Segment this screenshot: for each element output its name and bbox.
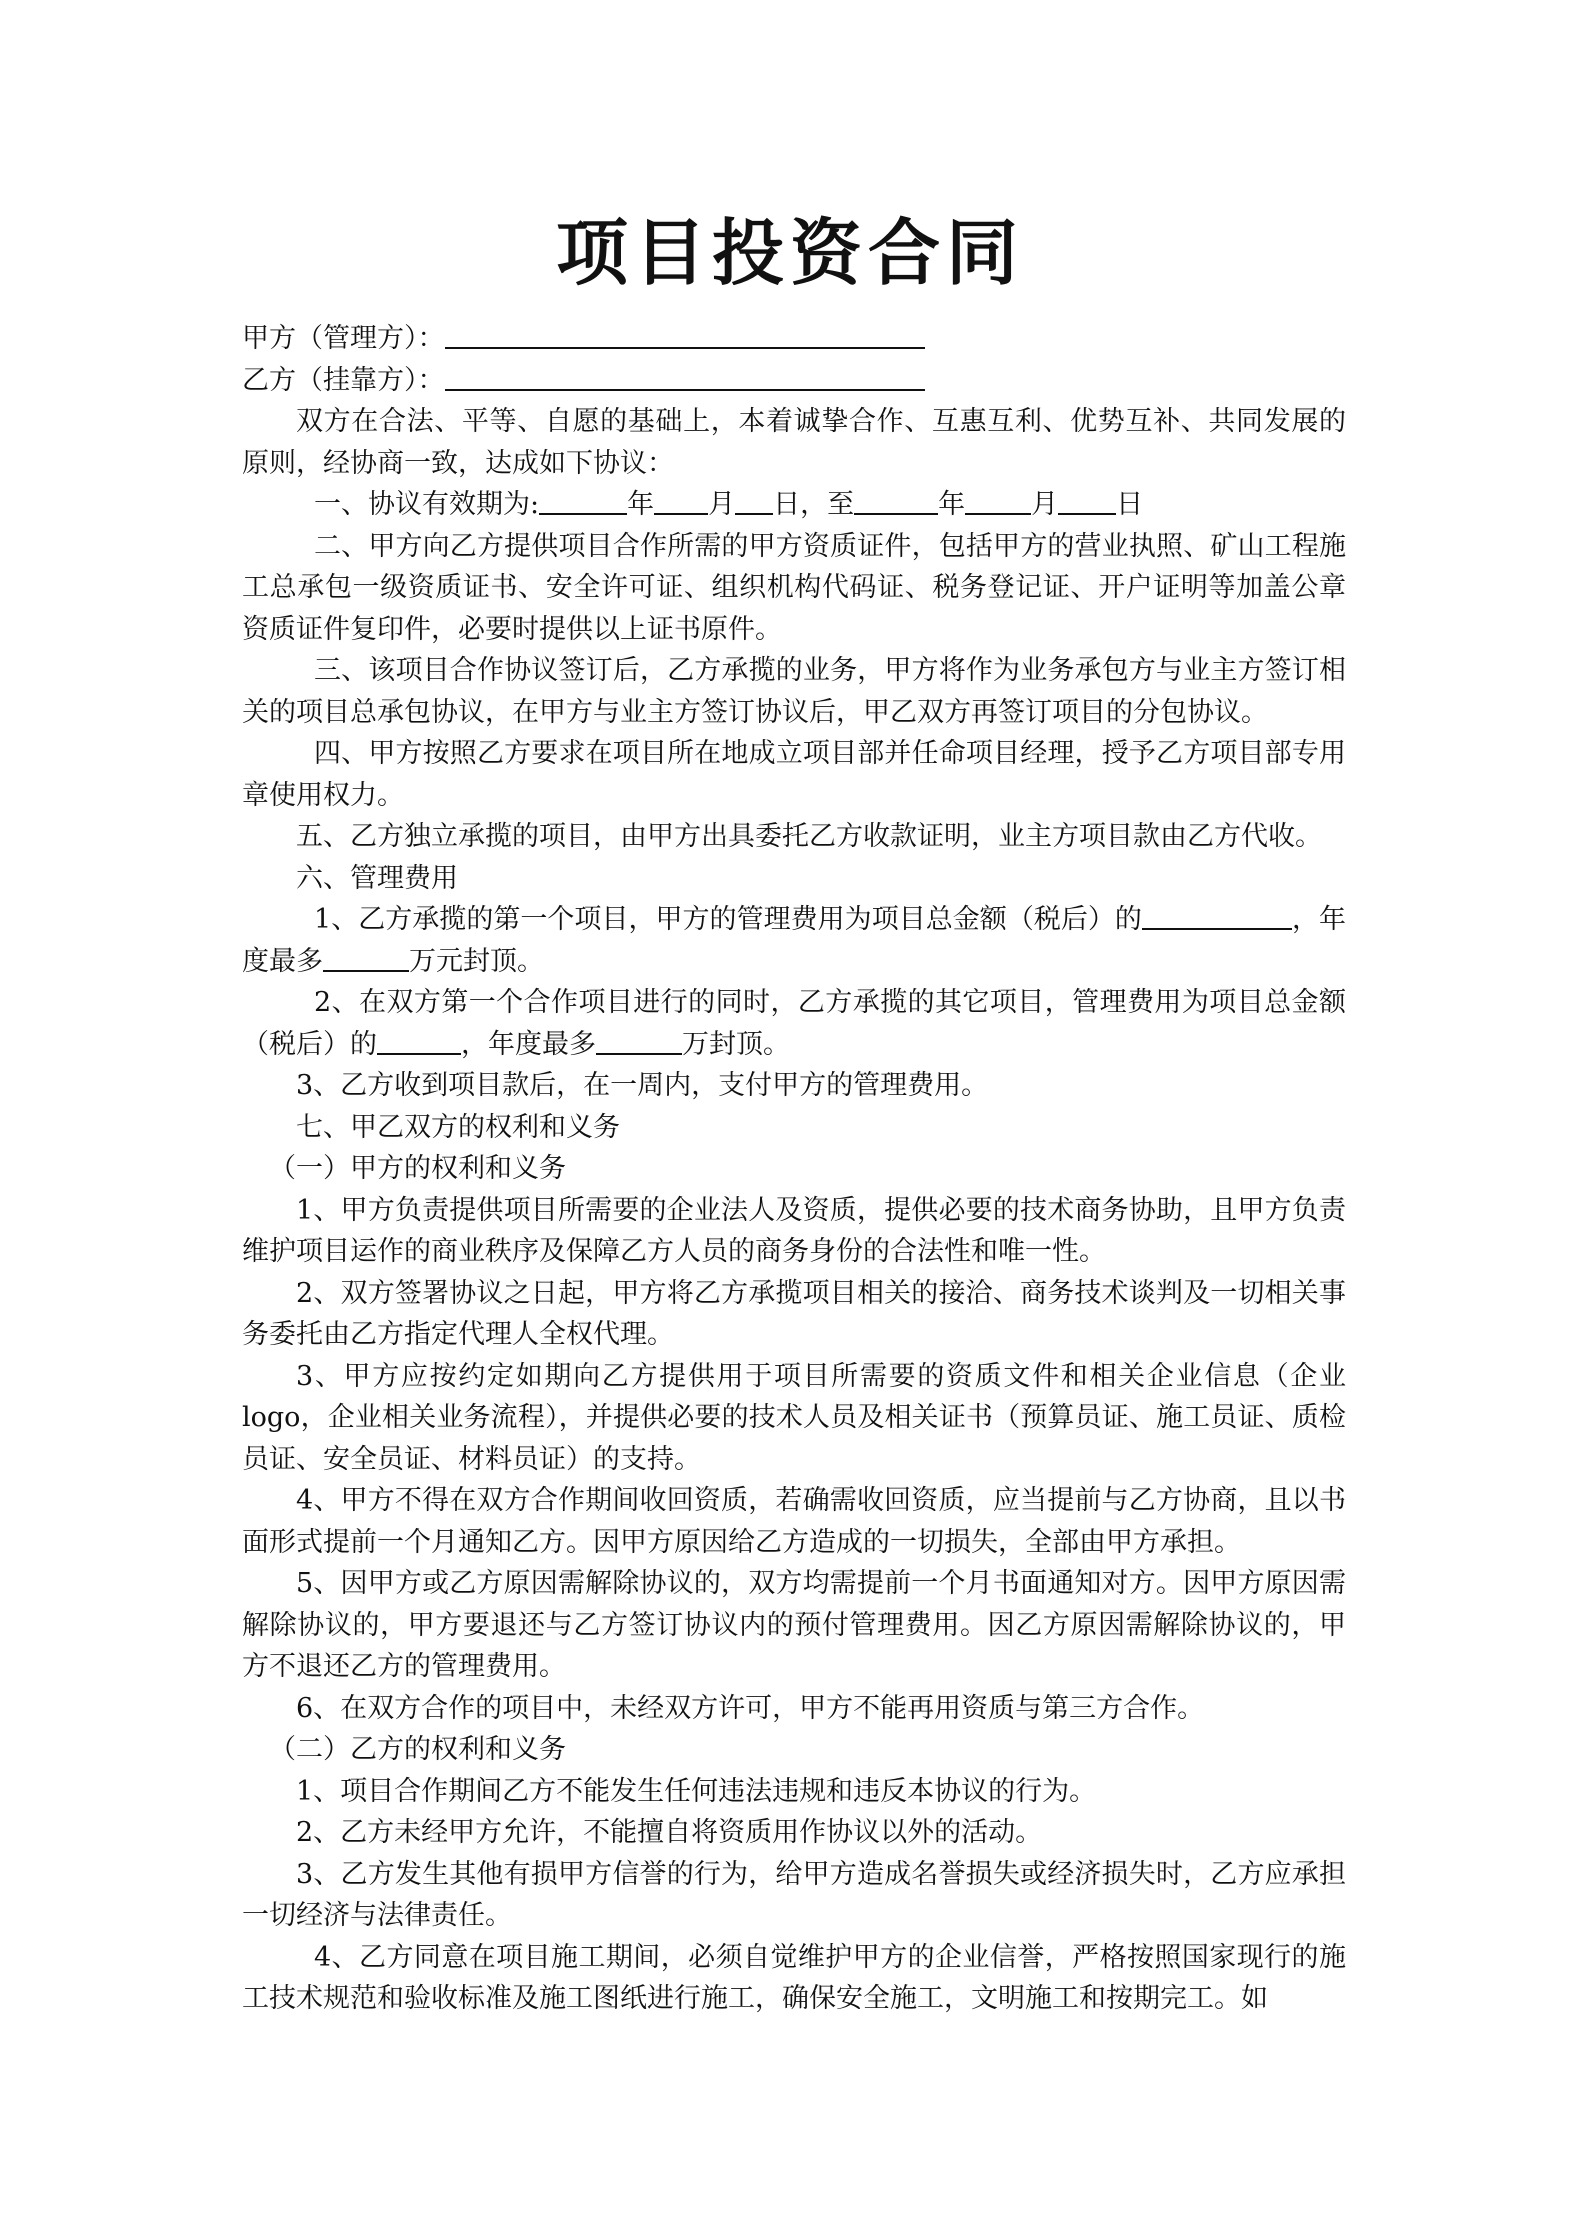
- party-a-blank[interactable]: [445, 323, 925, 349]
- party-b-rights-heading: （二）乙方的权利和义务: [269, 1734, 566, 1765]
- contract-title: 项目投资合同: [555, 210, 1024, 295]
- party-b-line: [242, 360, 1346, 402]
- party-b-right-4: 4、乙方同意在项目施工期间，必须自觉维护甲方的企业信誉，严格按照国家现行的施工技术规范和验收标准及施工图纸进行施工，确保安全施工，文明施工和按期完工。如: [242, 1941, 1346, 2014]
- fee1-cap-blank[interactable]: [323, 946, 409, 972]
- party-a-right-6: 6、在双方合作的项目中，未经双方许可，甲方不能再用资质与第三方合作。: [296, 1692, 1205, 1724]
- party-a-rights-heading: （一）甲方的权利和义务: [269, 1153, 566, 1184]
- fee-item-2: 2、在双方第一个合作项目进行的同时，乙方承揽的其它项目，管理费用为项目总金额（税后）的 ，年度最多 万封顶。: [242, 987, 1346, 1060]
- clause-1: 一、协议有效期为: 年 月 日，至 年 月 日: [314, 489, 1144, 520]
- clause-7-heading: 七、甲乙双方的权利和义务: [296, 1111, 620, 1143]
- clause-5: 五、乙方独立承揽的项目，由甲方出具委托乙方收款证明，业主方项目款由乙方代收。: [296, 821, 1322, 852]
- party-b-right-3: 3、乙方发生其他有损甲方信誉的行为，给甲方造成名誉损失或经济损失时，乙方应承担一切经济与法律责任。: [242, 1858, 1346, 1931]
- start-day-blank[interactable]: [735, 489, 773, 515]
- end-year-blank[interactable]: [854, 489, 938, 515]
- party-a-right-2: 2、双方签署协议之日起，甲方将乙方承揽项目相关的接洽、商务技术谈判及一切相关事务委托由乙方指定代理人全权代理。: [242, 1277, 1346, 1350]
- clause-3: 三、该项目合作协议签订后，乙方承揽的业务，甲方将作为业务承包方与业主方签订相关的项目总承包协议，在甲方与业主方签订协议后，甲乙双方再签订项目的分包协议。: [242, 655, 1346, 728]
- party-b-right-2: 2、乙方未经甲方允许，不能擅自将资质用作协议以外的活动。: [296, 1817, 1043, 1848]
- contract-body: [242, 318, 1346, 2020]
- clause-6-heading: 六、管理费用: [296, 862, 458, 894]
- end-day-blank[interactable]: [1058, 489, 1116, 515]
- clause-2: 二、甲方向乙方提供项目合作所需的甲方资质证件，包括甲方的营业执照、矿山工程施工总承包一级资质证书、安全许可证、组织机构代码证、税务登记证、开户证明等加盖公章资质证件复印件，必要时提供以上证书原件。: [242, 530, 1346, 645]
- fee-item-3: 3、乙方收到项目款后，在一周内，支付甲方的管理费用。: [296, 1070, 989, 1101]
- party-b-blank[interactable]: [445, 365, 925, 391]
- clause-4: 四、甲方按照乙方要求在项目所在地成立项目部并任命项目经理，授予乙方项目部专用章使用权力。: [242, 738, 1346, 811]
- party-b-label: 乙方（挂靠方）：: [242, 364, 445, 396]
- party-a-right-4: 4、甲方不得在双方合作期间收回资质，若确需收回资质，应当提前与乙方协商，且以书面形式提前一个月通知乙方。因甲方原因给乙方造成的一切损失，全部由甲方承担。: [242, 1485, 1346, 1558]
- fee2-cap-blank[interactable]: [596, 1029, 682, 1055]
- fee2-percent-blank[interactable]: [377, 1029, 461, 1055]
- party-a-right-3: 3、甲方应按约定如期向乙方提供用于项目所需要的资质文件和相关企业信息（企业logo，企业相关业务流程），并提供必要的技术人员及相关证书（预算员证、施工员证、质检员证、安全员证、材料员证）的支持。: [242, 1360, 1346, 1475]
- start-month-blank[interactable]: [654, 489, 708, 515]
- end-month-blank[interactable]: [965, 489, 1031, 515]
- start-year-blank[interactable]: [539, 489, 627, 515]
- party-a-right-5: 5、因甲方或乙方原因需解除协议的，双方均需提前一个月书面通知对方。因甲方原因需解除协议的，甲方要退还与乙方签订协议内的预付管理费用。因乙方原因需解除协议的，甲方不退还乙方的管理费用。: [242, 1568, 1346, 1682]
- fee-item-1: 1、乙方承揽的第一个项目，甲方的管理费用为项目总金额（税后）的 ，年度最多 万元封顶。: [242, 904, 1347, 977]
- intro-paragraph: 双方在合法、平等、自愿的基础上，本着诚挚合作、互惠互利、优势互补、共同发展的原则，经协商一致，达成如下协议：: [242, 406, 1346, 479]
- party-a-line: [242, 318, 1346, 360]
- party-a-right-1: 1、甲方负责提供项目所需要的企业法人及资质，提供必要的技术商务协助，且甲方负责维护项目运作的商业秩序及保障乙方人员的商务身份的合法性和唯一性。: [242, 1194, 1346, 1267]
- party-a-label: 甲方（管理方）：: [242, 323, 445, 354]
- party-b-right-1: 1、项目合作期间乙方不能发生任何违法违规和违反本协议的行为。: [296, 1775, 1097, 1807]
- fee1-percent-blank[interactable]: [1142, 904, 1292, 930]
